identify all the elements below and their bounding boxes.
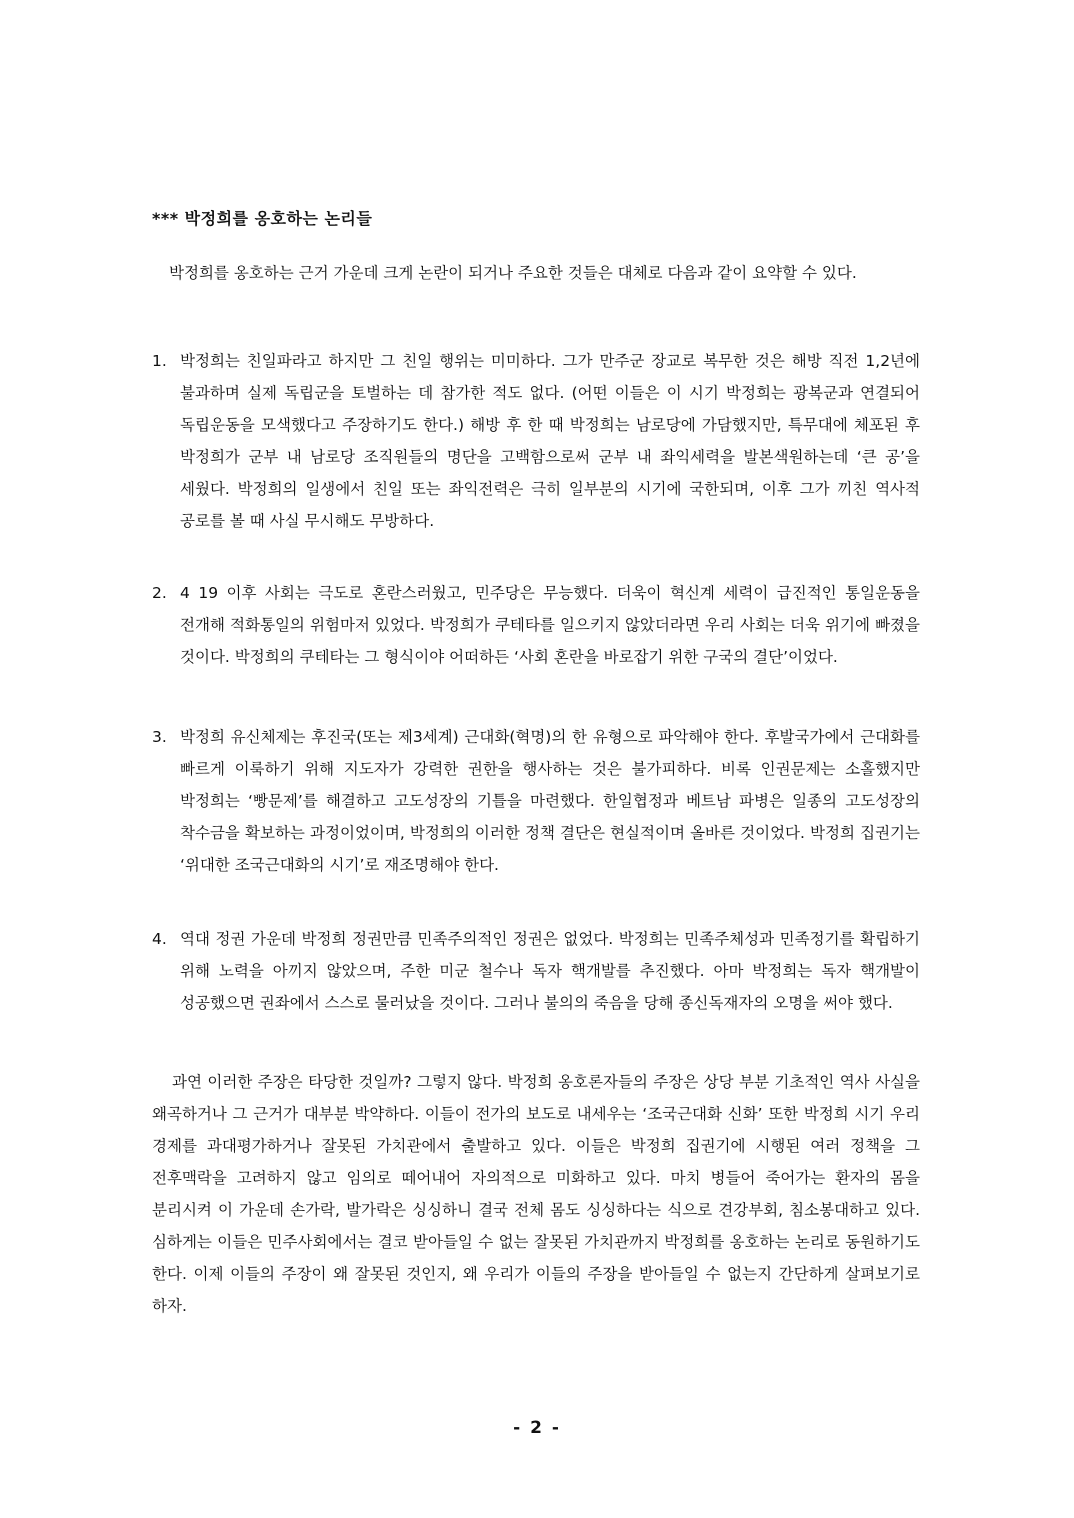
intro-paragraph: 박정희를 옹호하는 근거 가운데 크게 논란이 되거나 주요한 것들은 대체로 다음과 같이 요약할 수 있다. <box>169 264 857 282</box>
page-number: - 2 - <box>513 1418 561 1438</box>
list-item-number: 4. <box>152 930 167 948</box>
list-item-number: 2. <box>152 584 167 602</box>
list-item-text: 역대 정권 가운데 박정희 정권만큼 민족주의적인 정권은 없었다. 박정희는 민족주체성과 민족정기를 확립하기 위해 노력을 아끼지 않았으며, 주한 미군 철수나 독자 핵개발를 추진했다. 아마 박정희는 독자 핵개발이 성공했으면 권좌에서 스스로 물러났을 것이다. 그러나 불의의 죽음을 당해 종신독재자의 오명을 써야 했다. <box>180 930 920 1012</box>
list-item <box>152 577 920 673</box>
list-item-number: 3. <box>152 728 167 746</box>
list-item <box>152 721 920 881</box>
list-item-text: 4 19 이후 사회는 극도로 혼란스러웠고, 민주당은 무능했다. 더욱이 혁신계 세력이 급진적인 통일운동을 전개해 적화통일의 위험마저 있었다. 박정희가 쿠테타를 일으키지 않았더라면 우리 사회는 더욱 위기에 빠졌을 것이다. 박정희의 쿠테타는 그 형식이야 어떠하든 ‘사회 혼란을 바로잡기 위한 구국의 결단’이었다. <box>180 584 920 666</box>
section-heading: *** 박정희를 옹호하는 논리들 <box>152 209 373 228</box>
list-item <box>152 345 920 537</box>
list-item-text: 박정희 유신체제는 후진국(또는 제3세계) 근대화(혁명)의 한 유형으로 파악해야 한다. 후발국가에서 근대화를 빠르게 이룩하기 위해 지도자가 강력한 권한을 행사하는 것은 불가피하다. 비록 인권문제는 소홀했지만 박정희는 ‘빵문제’를 해결하고 고도성장의 기틀을 마련했다. 한일협정과 베트남 파병은 일종의 고도성장의 착수금을 확보하는 과정이었이며, 박정희의 이러한 정책 결단은 현실적이며 올바른 것이었다. 박정희 집권기는 ‘위대한 조국근대화의 시기’로 재조명해야 한다. <box>180 728 920 874</box>
list-item <box>152 923 920 1019</box>
list-item-number: 1. <box>152 352 167 370</box>
list-item-text: 박정희는 친일파라고 하지만 그 친일 행위는 미미하다. 그가 만주군 장교로 복무한 것은 해방 직전 1,2년에 불과하며 실제 독립군을 토벌하는 데 참가한 적도 없다. (어떤 이들은 이 시기 박정희는 광복군과 연결되어 독립운동을 모색했다고 주장하기도 한다.) 해방 후 한 때 박정희는 남로당에 가담했지만, 특무대에 체포된 후 박정희가 군부 내 남로당 조직원들의 명단을 고백함으로써 군부 내 좌익세력을 발본색원하는데 ‘큰 공’을 세웠다. 박정희의 일생에서 친일 또는 좌익전력은 극히 일부분의 시기에 국한되며, 이후 그가 끼친 역사적 공로를 볼 때 사실 무시해도 무방하다. <box>180 352 920 530</box>
conclusion-paragraph: 과연 이러한 주장은 타당한 것일까? 그렇지 않다. 박정희 옹호론자들의 주장은 상당 부분 기초적인 역사 사실을 왜곡하거나 그 근거가 대부분 박약하다. 이들이 전가의 보도로 내세우는 ‘조국근대화 신화’ 또한 박정희 시기 우리 경제를 과대평가하거나 잘못된 가치관에서 출발하고 있다. 이들은 박정희 집권기에 시행된 여러 정책을 그 전후맥락을 고려하지 않고 임의로 떼어내어 자의적으로 미화하고 있다. 마치 병들어 죽어가는 환자의 몸을 분리시켜 이 가운데 손가락, 발가락은 싱싱하니 결국 전체 몸도 싱싱하다는 식으로 견강부회, 침소봉대하고 있다. 심하게는 이들은 민주사회에서는 결코 받아들일 수 없는 잘못된 가치관까지 박정희를 옹호하는 논리로 동원하기도 한다. 이제 이들의 주장이 왜 잘못된 것인지, 왜 우리가 이들의 주장을 받아들일 수 없는지 간단하게 살펴보기로 하자. <box>152 1073 920 1315</box>
